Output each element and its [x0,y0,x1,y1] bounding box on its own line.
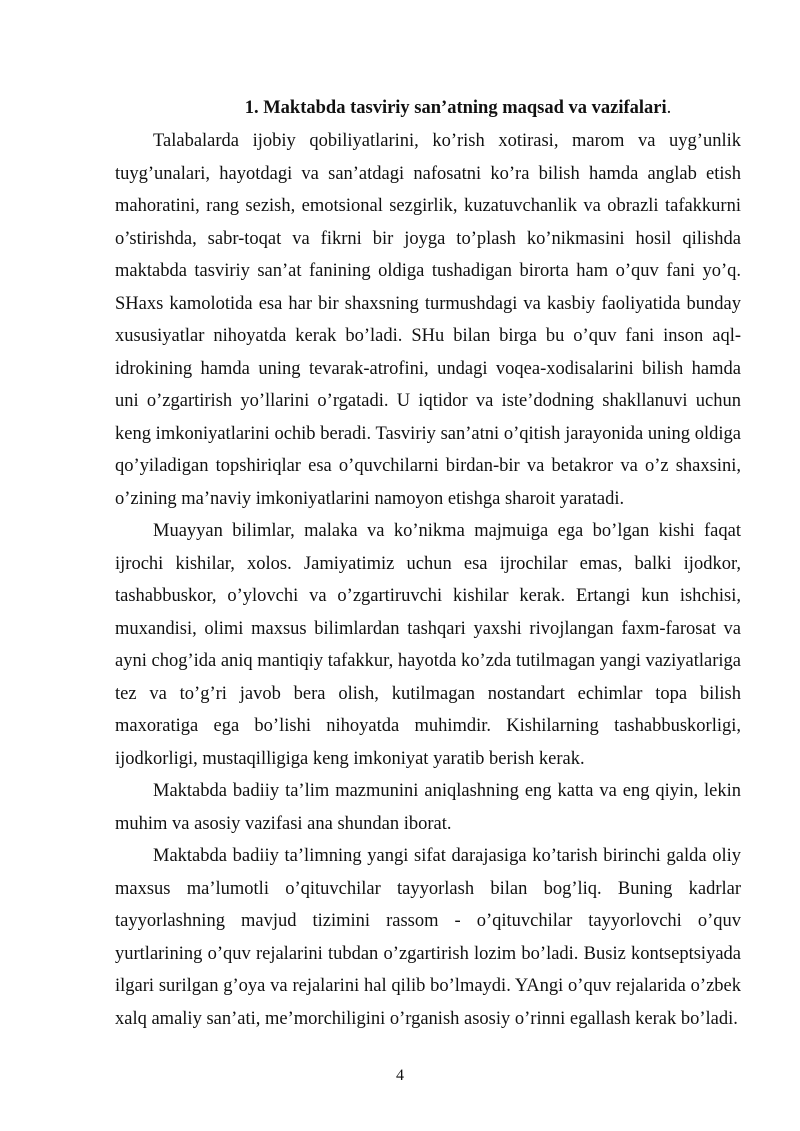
heading-period: . [666,98,672,118]
section-heading [115,92,741,124]
paragraph-2: Muayyan bilimlar, malaka va ko’nikma majmuiga ega bo’lgan kishi faqat ijrochi kishilar, xolos. Jamiyatimiz uchun esa ijrochilar emas, balki ijodkor, tashabbuskor, o’ylovchi va o’zgartiruvchi kishilar kerak. Ertangi kun ishchisi, muxandisi, olimi maxsus bilimlardan tashqari yaxshi rivojlangan faxm-farosat va ayni chog’ida aniq mantiqiy tafakkur, hayotda ko’zda tutilmagan yangi vaziyatlariga tez va to’g’ri javob bera olish, kutilmagan nostandart echimlar topa bilish maxoratiga ega bo’lishi nihoyatda muhimdir. Kishilarning tashabbuskorligi, ijodkorligi, mustaqilligiga keng imkoniyat yaratib berish kerak. [115,521,741,769]
paragraph-4: Maktabda badiiy ta’limning yangi sifat darajasiga ko’tarish birinchi galda oliy maxsus ma’lumotli o’qituvchilar tayyorlash bilan bog’liq. Buning kadrlar tayyorlashning mavjud tizimini rassom - o’qituvchilar tayyorlovchi o’quv yurtlarining o’quv rejalarini tubdan o’zgartirish lozim bo’ladi. Busiz kontseptsiyada ilgari surilgan g’oya va rejalarini hal qilib bo’lmaydi. YAngi o’quv rejalarida o’zbek xalq amaliy san’ati, me’morchiligini o’rganish asosiy o’rinni egallash kerak bo’ladi. [115,846,741,1029]
section-title: 1. Maktabda tasviriy san’atning maqsad va vazifalari [244,98,667,118]
page-number: 4 [396,1067,404,1084]
paragraph-1: Talabalarda ijobiy qobiliyatlarini, ko’rish xotirasi, marom va uyg’unlik tuyg’unalari, hayotdagi va san’atdagi nafosatni ko’ra bilish hamda anglab etish mahoratini, rang sezish, emotsional sezgirlik, kuzatuvchanlik va obrazli tafakkurni o’stirishda, sabr-toqat va fikrni bir joyga to’plash ko’nikmasini hosil qilishda maktabda tasviriy san’at fanining oldiga tushadigan birorta ham o’quv fani yo’q. SHaxs kamolotida esa har bir shaxsning turmushdagi va kasbiy faoliyatida bunday xususiyatlar nihoyatda kerak bo’ladi. SHu bilan birga bu o’quv fani inson aql-idrokining hamda uning tevarak-atrofini, undagi voqea-xodisalarini bilish hamda uni o’zgartirish yo’llarini o’rgatadi. U iqtidor va iste’dodning shakllanuvi uchun keng imkoniyatlarini ochib beradi. Tasviriy san’atni o’qitish jarayonida uning oldiga qo’yiladigan topshiriqlar esa o’quvchilarni birdan-bir va betakror va o’z shaxsini, o’zining ma’naviy imkoniyatlarini namoyon etishga sharoit yaratadi. [115,131,741,509]
document-page [115,92,741,1035]
paragraph-3: Maktabda badiiy ta’lim mazmunini aniqlashning eng katta va eng qiyin, lekin muhim va asosiy vazifasi ana shundan iborat. [115,781,741,834]
